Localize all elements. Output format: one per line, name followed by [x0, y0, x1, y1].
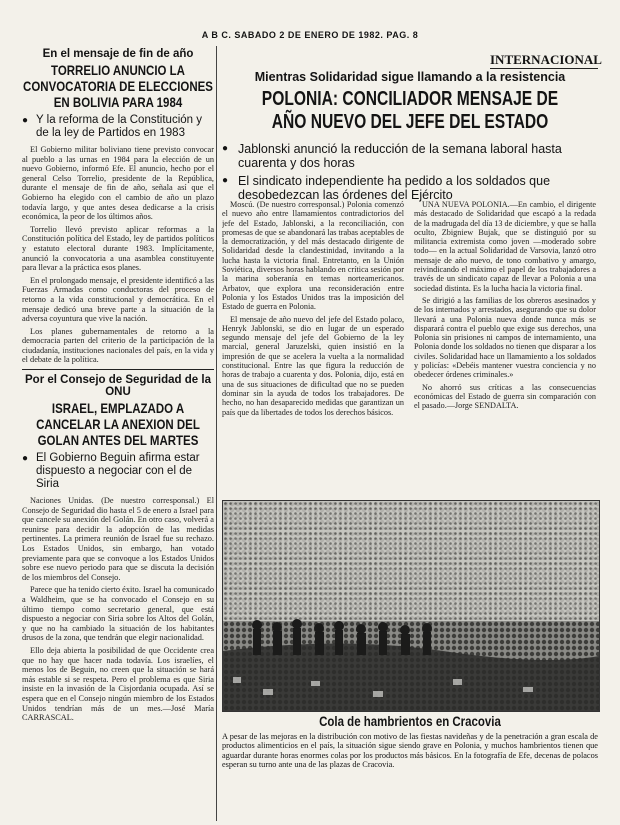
poland-paragraph: Moscú. (De nuestro corresponsal.) Polonia comenzó el nuevo año entre llamamientos contradictorios del jefe del Estado, Jablonski, a la reconciliación, con promesas de que se abandonará las trabas aceptables de la democratización, y del más destacado dirigente de Solidaridad desde la clandestinidad, invitando a la lucha hasta la victoria final. Entretanto, en la Unión Soviética, diversos horas hablando en crítica sesión por la marina soberanía en temas norteamericanos. Arbatov, que explora una reconsideración entre Polonia y los Estados Unidos tras la imposición del Estado de guerra en Polonia. — [222, 200, 404, 312]
masthead: A B C. SABADO 2 DE ENERO DE 1982. PAG. 8 — [201, 30, 419, 40]
story1-bullet: ● Y la reforma de la Constitución y de la ley de Partidos en 1983 — [22, 114, 214, 140]
story2-kicker: Por el Consejo de Seguridad de la ONU — [25, 374, 211, 399]
poland-bullet: ● Jablonski anunció la reducción de la semana laboral hasta cuarenta y dos horas — [222, 142, 598, 170]
photo-image — [223, 501, 599, 711]
story2-headline: ISRAEL, EMPLAZADO A CANCELAR LA ANEXION DEL GOLAN ANTES DEL MARTES — [36, 400, 200, 449]
poland-paragraph: Se dirigió a las familias de los obreros asesinados y de los internados y arrestados, asegurando que su dolor llevará a una Polonia nueva donde nunca más se disparará contra el pueblo que exige sus derechos, una Polonia sin prisiones ni campos de internamiento, una Polonia donde los soldados no tienen que disparar a los civiles. Solidaridad hace un llamamiento a los soldados y policías: «Debéis mantener vuestra conciencia y no obedecer órdenes criminales.» — [414, 295, 596, 380]
story1-paragraph: En el prolongado mensaje, el presidente identificó a las Fuerzas Armadas como conductoras del proceso de retorno a la vida constitucional y democrática. En el mensaje dedicó una breve parte a la situación de la adversa coyuntura que vive la nación. — [22, 275, 214, 324]
photo-caption-body: A pesar de las mejoras en la distribución con motivo de las fiestas navideñas y de la penetración a gran escala de productos alimenticios en el país, la situación sigue siendo grave en Polonia, y muchos hambrientos tienen que aguardar durante horas enormes colas por los productos más básicos. En la fotografía de Efe, decenas de polacos esperan su turno ante una de las plazas de Cracovia. — [222, 732, 598, 769]
story2-paragraph: Ello deja abierta la posibilidad de que Occidente crea que no hay que hacer nada todavía. Los israelíes, el menos los de Beguin, no creen que la situación se hará más estable si se respeta. Pero el problema es que Siria insiste en la invasión de la Cisjordania ocupada. Así se espera que en el Consejo ningún miembro de los Estados Unidos tendrían más de un mes.—José María CARRASCAL. — [22, 645, 214, 723]
poland-paragraph: No ahorró sus críticas a las consecuencias económicas del Estado de guerra sin comparación con el pasado.—Jorge SENDALTA. — [414, 382, 596, 411]
poland-column-1 — [222, 200, 404, 500]
story2-paragraph: Parece que ha tenido cierto éxito. Israel ha comunicado a Waldheim, que se ha convocado el Consejo en su último tiempo como secretario general, que está dispuesto a negociar con Siria sobre los Altos del Golán, y que no ha cambiado la situación de los habitantes drusos de la zona, que tendrán que elegir nacionalidad. — [22, 585, 214, 643]
story1-paragraph: Torrelio llevó previsto aplicar reformas a la Constitución política del Estado, ley de partidos políticos y estatuto electoral durante 1983. Implícitamente, anunció la convocatoria a una asamblea constituyente para llevar a la práctica esos planes. — [22, 224, 214, 273]
poland-kicker: Mientras Solidaridad sigue llamando a la resistencia — [254, 70, 566, 84]
story2-paragraph: Naciones Unidas. (De nuestro corresponsal.) El Consejo de Seguridad dio hasta el 5 de enero a Israel para que cancele su anexión del Golán. En otro caso, volverá a reunirse para decidir la adopción de las medidas pertinentes. La primera reunión de Israel fue su rechazo. Los Estados Unidos, sin embargo, han votado previamente para que se convoque a los Estados Unidos sobre ese nuevo periodo para que se discuta la decisión de los miembros del Consejo. — [22, 496, 214, 582]
poland-headline: POLONIA: CONCILIADOR MENSAJE DE AÑO NUEVO DEL JEFE DEL ESTADO — [261, 88, 559, 133]
poland-paragraph: UNA NUEVA POLONIA.—En cambio, el dirigente más destacado de Solidaridad que escapó a la redada de la madrugada del día 13 de diciembre, y que se halla oculto, Zbigniew Bujak, que se distinguió por su militancia extremista como joven —moderado sobre todo— en la actual Solidaridad de Varsovia, lanzó otro mensaje de año nuevo, de tono combativo y amargo, reivindicando el máximo el papel de los trabajadores a través de un sindicato capaz de llevar a Polonia a una sociedad distinta. Es la lucha hacia la victoria final. — [414, 200, 596, 293]
column-divider — [216, 46, 217, 821]
poland-paragraph: El mensaje de año nuevo del jefe del Estado polaco, Henryk Jablonski, se dio en lugar de un esperado segundo mensaje del jefe del Gobierno de la ley marcial, general Jaruzelski, quien insistió en la impresión de que se acelera la vuelta a la normalidad constitucional. Entre las que figura la reducción de horas de trabajo a cuarenta y dos. Polonia, dijo, está en una de sus situaciones de dificultad que no se pueden dominar sin la ayuda de todos los trabajadores. De hecho, no han desaparecido medidas que garantizan un país que da libertades de todos los derechos básicos. — [222, 314, 404, 417]
story2-bullet: ● El Gobierno Beguin afirma estar dispuesto a negociar con el de Siria — [22, 452, 214, 491]
divider — [22, 369, 214, 370]
section-label: INTERNACIONAL — [490, 52, 602, 67]
krakow-queue-photo — [222, 500, 600, 712]
story1-kicker: En el mensaje de fin de año — [42, 48, 194, 60]
story1-paragraph: El Gobierno militar boliviano tiene previsto convocar al pueblo a las urnas en 1984 para la elección de un nuevo Gobierno, informó Efe. El anuncio, hecho por el general Celso Torrelio, presidente de la República, durante el mensaje de fin de año, señala así que el Gobierno ha elegido con el cambio de año un plazo todavía largo, y que antes desea dedicarse a la crisis económica, la peor de los últimos años. — [22, 145, 214, 222]
story1-headline: TORRELIO ANUNCIO LA CONVOCATORIA DE ELECCIONES EN BOLIVIA PARA 1984 — [23, 62, 213, 110]
photo-caption: Cola de hambrientos en Cracovia — [319, 714, 501, 729]
poland-bullet: ● El sindicato independiente ha pedido a los soldados que desobedezcan las órdenes del Ejército — [222, 174, 598, 202]
left-column — [22, 45, 214, 825]
poland-column-2 — [414, 200, 596, 500]
poland-bullets — [222, 140, 598, 206]
story1-paragraph: Los planes gubernamentales de retorno a la democracia parten del criterio de la participación de la ciudadanía, instituciones nacionales del país, en la vida y el debate de la política. — [22, 326, 214, 365]
